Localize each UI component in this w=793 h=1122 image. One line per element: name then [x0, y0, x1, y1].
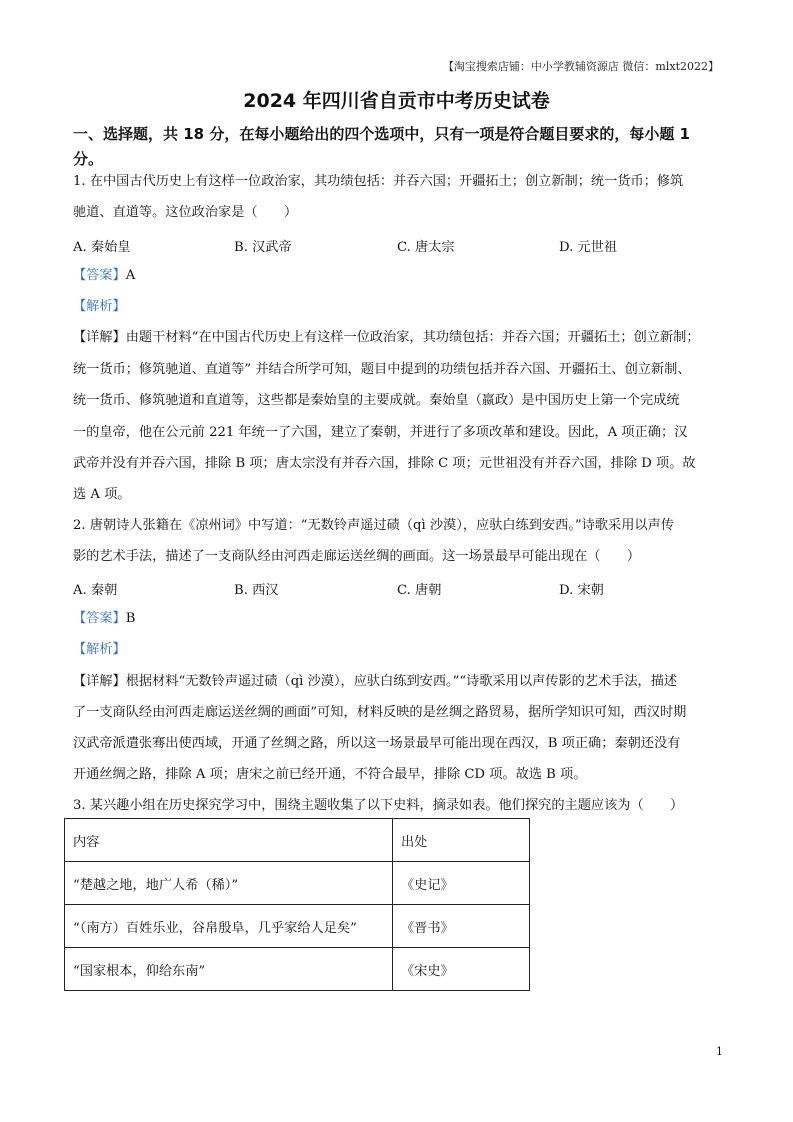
q2-detail-line-1	[73, 673, 723, 691]
table-header-source: 出处	[393, 819, 530, 862]
table-row	[65, 862, 530, 905]
table-header-content: 内容	[65, 819, 393, 862]
table-cell-content: “（南方）百姓乐业，谷帛殷阜，几乎家给人足矣”	[65, 905, 393, 948]
answer-tag: 【答案】	[73, 268, 126, 283]
source-table	[64, 818, 530, 991]
q2-option-a: A. 秦朝	[73, 583, 118, 598]
analysis-tag: 【解析】	[73, 642, 126, 657]
q1-analysis	[73, 298, 723, 316]
q2-option-c: C. 唐朝	[397, 583, 442, 598]
table-cell-source: 《史记》	[393, 862, 530, 905]
q1-detail-line-2: 统一货币；修筑驰道、直道等” 并结合所学可知，题目中提到的功绩包括并吞六国、开疆拓土、创立新制、	[73, 362, 691, 377]
answer-tag: 【答案】	[73, 611, 126, 626]
q1-option-d: D. 元世祖	[559, 240, 618, 255]
page-number: 1	[716, 1045, 723, 1058]
table-cell-source: 《宋史》	[393, 948, 530, 991]
detail-text: 根据材料“无数铃声遥过碛（qì 沙漠），应驮白练到安西。”“诗歌采用以声传影的艺术手法，描述	[125, 674, 678, 689]
q1-option-b: B. 汉武帝	[234, 240, 292, 255]
table-cell-content: “国家根本，仰给东南”	[65, 948, 393, 991]
q1-stem-line-2: 驰道、直道等。这位政治家是（ ）	[73, 205, 298, 220]
q2-detail-line-3: 汉武帝派遣张骞出使西域，开通了丝绸之路，所以这一场景最早可能出现在西汉，B 项正确；秦朝还没有	[73, 736, 681, 751]
detail-tag: 【详解】	[73, 674, 126, 689]
q2-option-d: D. 宋朝	[559, 583, 604, 598]
q2-detail-line-4: 开通丝绸之路，排除 A 项；唐宋之前已经开通，不符合最早，排除 CD 项。故选 B 项。	[73, 767, 587, 782]
q1-detail-line-5: 武帝并没有并吞六国，排除 B 项；唐太宗没有并吞六国，排除 C 项；元世祖没有并吞六国，排除 D 项。故	[73, 456, 696, 471]
section-heading	[73, 122, 723, 172]
q1-detail-line-1	[73, 329, 723, 347]
q2-stem-line-2: 影的艺术手法，描述了一支商队经由河西走廊运送丝绸的画面。这一场景最早可能出现在（ ）	[73, 549, 641, 564]
table-cell-content: “楚越之地，地广人希（稀）”	[65, 862, 393, 905]
table-cell-source: 《晋书》	[393, 905, 530, 948]
shop-note: 【淘宝搜索店铺：中小学教辅资源店 微信：mlxt2022】	[442, 60, 719, 73]
q1-detail-line-3: 统一货币、修筑驰道和直道等，这些都是秦始皇的主要成就。秦始皇（嬴政）是中国历史上第一个完成统	[73, 393, 680, 408]
q1-option-a: A. 秦始皇	[73, 240, 131, 255]
q2-option-b: B. 西汉	[234, 583, 279, 598]
section-heading-line-1: 一、选择题，共 18 分，在每小题给出的四个选项中，只有一项是符合题目要求的，每小题 1	[73, 125, 690, 143]
detail-text: 由题干材料“在中国古代历史上有这样一位政治家，其功绩包括：并吞六国；开疆拓土；创立新制；	[125, 330, 700, 345]
q1-stem-line-1: 1. 在中国古代历史上有这样一位政治家，其功绩包括：并吞六国；开疆拓土；创立新制；统一货币；修筑	[73, 174, 684, 189]
q1-option-c: C. 唐太宗	[397, 240, 455, 255]
q1-answer	[73, 267, 723, 285]
q2-answer	[73, 610, 723, 628]
table-row	[65, 905, 530, 948]
q3-stem: 3. 某兴趣小组在历史探究学习中，围绕主题收集了以下史料，摘录如表。他们探究的主题应该为（ ）	[73, 798, 684, 813]
section-heading-line-2: 分。	[73, 150, 104, 168]
answer-value: A	[125, 268, 136, 283]
q2-stem-line-1: 2. 唐朝诗人张籍在《凉州词》中写道：“无数铃声遥过碛（qì 沙漠），应驮白练到安西。”诗歌采用以声传	[73, 518, 674, 533]
answer-value: B	[125, 611, 136, 626]
q1-detail-line-6: 选 A 项。	[73, 487, 131, 502]
q2-analysis	[73, 641, 723, 659]
detail-tag: 【详解】	[73, 330, 126, 345]
q2-detail-line-2: 了一支商队经由河西走廊运送丝绸的画面”可知，材料反映的是丝绸之路贸易，据所学知识可知，西汉时期	[73, 705, 687, 720]
table-row	[65, 948, 530, 991]
analysis-tag: 【解析】	[73, 299, 126, 314]
table-header-row	[65, 819, 530, 862]
q1-detail-line-4: 一的皇帝，他在公元前 221 年统一了六国，建立了秦朝，并进行了多项改革和建设。因此，A 项正确；汉	[73, 425, 688, 440]
page-title: 2024 年四川省自贡市中考历史试卷	[243, 90, 550, 112]
